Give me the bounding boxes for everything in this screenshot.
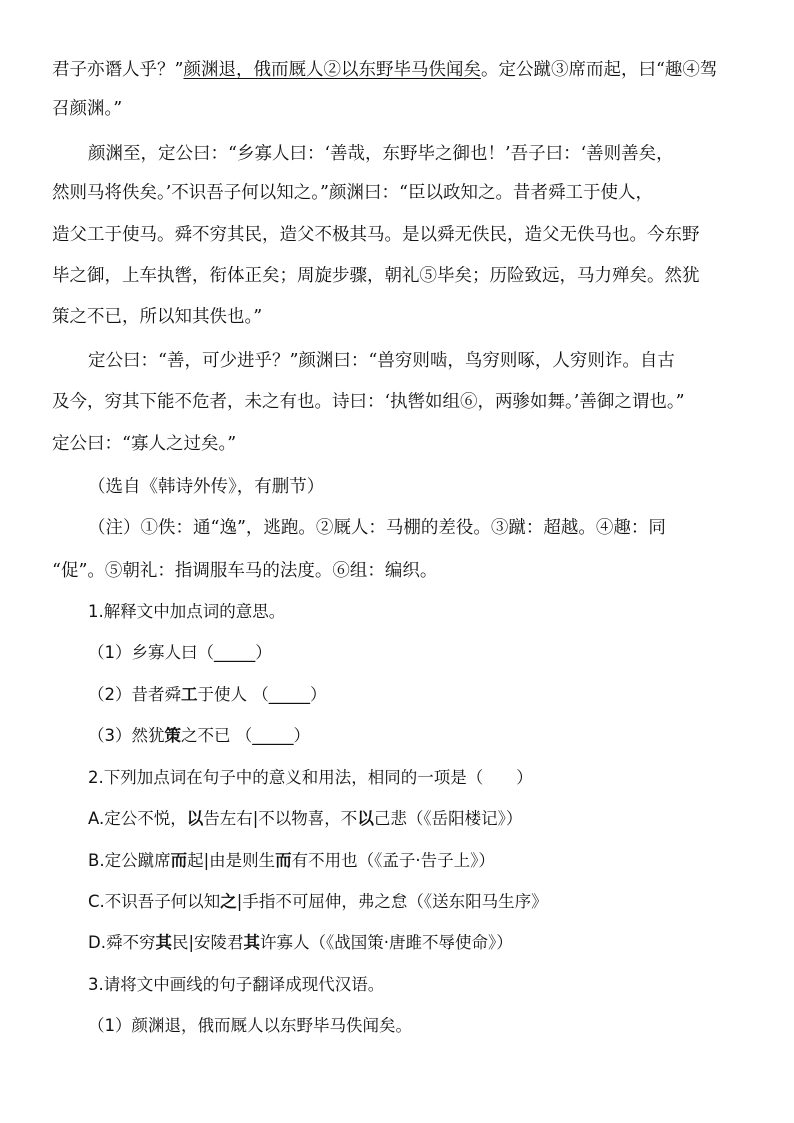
passage-text: 君子亦谮人乎？” bbox=[52, 60, 184, 80]
dotted-keyword: 其 bbox=[243, 933, 261, 952]
question-2-option-b bbox=[88, 848, 788, 874]
answer-blank: _____ bbox=[214, 643, 256, 662]
dotted-keyword: 而 bbox=[275, 851, 292, 870]
option-text: 己悲（《岳阳楼记》） bbox=[373, 809, 523, 828]
item-text: ） bbox=[255, 643, 272, 662]
notes-line: “促”。⑤朝礼：指调服车马的法度。⑥组：编织。 bbox=[52, 561, 438, 581]
question-3-title: 3.请将文中画线的句子翻译成现代汉语。 bbox=[88, 975, 385, 994]
passage-line: 召颜渊。” bbox=[52, 99, 123, 119]
question-3-item-1: （1）颜渊退，俄而厩人以东野毕马佚闻矣。 bbox=[88, 1016, 412, 1035]
item-text: （2）昔者舜 bbox=[88, 685, 181, 704]
option-text: 许寡人（《战国策·唐雎不辱使命》） bbox=[260, 933, 513, 952]
option-text: 有不用也（《孟子·告子上》） bbox=[291, 851, 495, 870]
dotted-keyword: 策 bbox=[164, 726, 181, 745]
dotted-keyword: 以 bbox=[186, 809, 204, 828]
answer-blank: _____ bbox=[268, 685, 310, 704]
passage-line: 定公曰：“善，可少进乎？”颜渊曰：“兽穷则啮，鸟穷则啄，人穷则诈。自古 bbox=[88, 351, 675, 371]
question-1-item-3 bbox=[88, 723, 788, 749]
question-1-title: 1.解释文中加点词的意思。 bbox=[88, 602, 286, 621]
passage-line: 造父工于使马。舜不穷其民，造父不极其马。是以舜无佚民，造父无佚马也。今东野 bbox=[52, 225, 700, 245]
dotted-keyword: 而 bbox=[170, 851, 188, 870]
passage-line: 及今，穷其下能不危者，未之有也。诗曰：‘执辔如组⑥，两骖如舞。’善御之谓也。” bbox=[52, 392, 685, 412]
option-text: D.舜不穷 bbox=[88, 933, 156, 952]
passage-line: 颜渊至，定公曰：“乡寡人曰：‘善哉，东野毕之御也！’吾子曰：‘善则善矣， bbox=[88, 144, 674, 164]
item-text: （1）乡寡人曰（ bbox=[88, 643, 214, 662]
source-citation: （选自《韩诗外传》，有删节） bbox=[88, 477, 325, 497]
question-2-option-c bbox=[88, 889, 788, 915]
question-1-item-1 bbox=[88, 640, 788, 666]
passage-text: 。定公蹴③席而起，曰“趣④驾 bbox=[480, 60, 718, 80]
passage-line: 定公曰：“寡人之过矣。” bbox=[52, 434, 237, 454]
item-text: 之不已 （ bbox=[181, 726, 253, 745]
option-text: 告左右|不以物喜，不 bbox=[203, 809, 358, 828]
passage-line bbox=[52, 57, 752, 83]
item-text: 于使人 （ bbox=[197, 685, 269, 704]
dotted-keyword: 工 bbox=[181, 685, 198, 704]
item-text: ） bbox=[293, 726, 310, 745]
item-text: ） bbox=[310, 685, 327, 704]
option-text: 民|安陵君 bbox=[171, 933, 244, 952]
passage-line: 然则马将佚矣。’不识吾子何以知之。”颜渊曰：“臣以政知之。昔者舜工于使人， bbox=[52, 183, 653, 203]
passage-line: 毕之御，上车执辔，衔体正矣；周旋步骤，朝礼⑤毕矣；历险致远，马力殚矣。然犹 bbox=[52, 266, 700, 286]
question-2-title: 2.下列加点词在句子中的意义和用法，相同的一项是（ ） bbox=[88, 768, 533, 787]
option-text: C.不识吾子何以知 bbox=[88, 892, 221, 911]
notes-line: （注）①佚：通“逸”，逃跑。②厩人：马棚的差役。③蹴：超越。④趣：同 bbox=[88, 518, 666, 538]
underlined-sentence: 颜渊退，俄而厩人②以东野毕马佚闻矣 bbox=[183, 60, 481, 80]
option-text: 起|由是则生 bbox=[187, 851, 276, 870]
question-2-option-d bbox=[88, 930, 788, 956]
question-2-option-a bbox=[88, 806, 788, 832]
passage-line: 策之不已，所以知其佚也。” bbox=[52, 307, 263, 327]
item-text: （3）然犹 bbox=[88, 726, 165, 745]
dotted-keyword: 其 bbox=[155, 933, 172, 952]
answer-blank: _____ bbox=[252, 726, 294, 745]
option-text: B.定公蹴席 bbox=[88, 851, 171, 870]
question-1-item-2 bbox=[88, 682, 788, 708]
dotted-keyword: 以 bbox=[357, 809, 374, 828]
dotted-keyword: 之 bbox=[220, 892, 237, 911]
option-text: |手指不可屈伸，弗之怠（《送东阳马生序》 bbox=[236, 892, 548, 911]
option-text: A.定公不悦， bbox=[88, 809, 187, 828]
